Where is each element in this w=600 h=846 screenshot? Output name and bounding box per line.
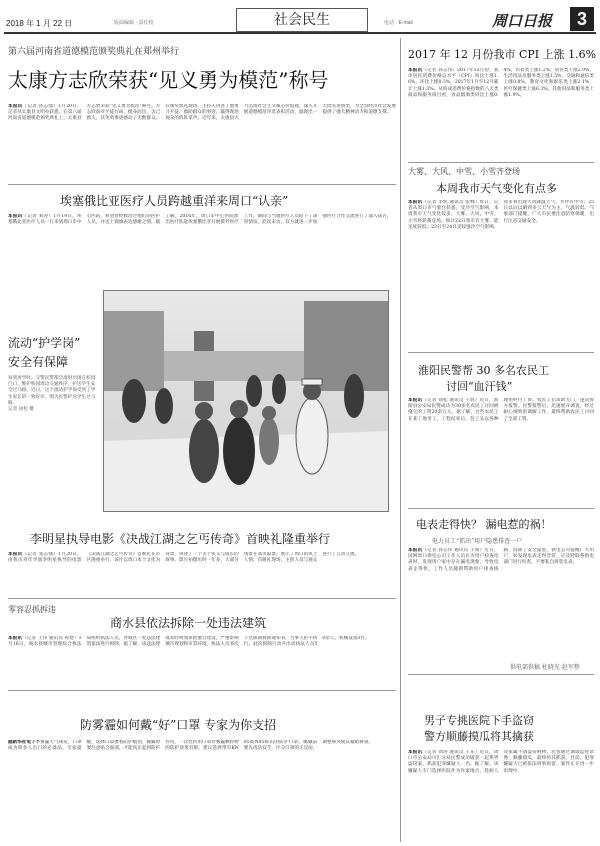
shangshui-body: 本报讯（记者 王伟 通讯员 孙建）1月16日，商水县城市管理综合执法局组织执法人员，对城区一处违法建筑依法进行拆除。据了解，该违法建筑未经规划审批擅自建设，严重影响城市规划和市容环境。执法人员多次下达限期拆除通知书，当事人拒不执行。此次拆除行动共出动执法人员50余人，机械设备3台。 bbox=[8, 636, 370, 648]
movie-headline: 李明星执导电影《决战江湖之乞丐传奇》首映礼隆重举行 bbox=[30, 532, 331, 546]
divider bbox=[408, 352, 594, 353]
weather-headline: 本周我市天气变化有点多 bbox=[436, 182, 557, 195]
contact-info: 电话 · E-mail bbox=[384, 20, 413, 26]
shangshui-headline: 商水县依法拆除一处违法建筑 bbox=[110, 616, 267, 630]
hospital-body: 本报讯（记者 刘涛 通讯员 王东）近日，周口市公安局川汇分局民警成功破获一起系列盗窃案，抓获犯罪嫌疑人一名。据了解，该嫌疑人专门选择医院作为作案地点，趁病人及家属不备盗窃财物。民警通过调取监控录像，顺藤摸瓜，最终将其抓获。目前，犯罪嫌疑人已被依法刑事拘留，案件正在进一步审理中。 bbox=[408, 750, 594, 774]
cpi-headline: 2017 年 12 月份我市 CPI 上涨 1.6% bbox=[408, 48, 597, 61]
huaiyang-headline-1: 淮阳民警帮 30 多名农民工 bbox=[418, 364, 549, 377]
smog-body: 据新华社电冬季雾霾天气频发，口罩成为很多人出门的必备品。专家提醒，选择口罩要看防护级别，佩戴时要注意贴合面部，才能真正起到防护作用。一次性医用口罩对雾霾颗粒物的防护效果有限，建议选择带有KN95或N95标识的防护口罩。佩戴前要先清洁双手，区分口罩的正反面，调整鼻夹使其紧贴鼻梁。 bbox=[8, 740, 373, 752]
electric-credit: 供电部供稿 杜晓光 赵军整 bbox=[510, 664, 580, 671]
smog-headline: 防雾霾如何戴“好”口罩 专家为你支招 bbox=[80, 718, 277, 732]
eritrea-body: 本报讯（记者 刘涛）1月19日，埃塞俄比亚医疗人员一行来到周口市中心医院，看望曾经救治过他们的医护人员，并送上锦旗表达感谢之情。据了解，2016年，周口市中心医院派出医疗队赴埃塞俄比亚开展援外医疗工作，期间与当地医疗人员结下了深厚情谊。此次来访，双方就进一步加强医疗合作交流进行了深入探讨。 bbox=[8, 214, 392, 226]
award-body: 本报讯（记者 孙志强）1月20日，记者从太康县文明办获悉，在第六届河南省道德模范颁奖典礼上，太康县方志欣荣获“见义勇为模范”称号。方志欣面对歹徒行凶，挺身而出，舍己救人，其英勇事迹感动了无数群众。在颁奖典礼现场，主持人讲述了他勇斗歹徒、救助群众的事迹，赢得现场观众的阵阵掌声。近年来，太康县大力弘扬社会主义核心价值观，深入开展道德模范评选表彰活动，涌现出一大批先进典型，为全县经济社会发展提供了强大精神动力和道德支撑。 bbox=[8, 104, 396, 122]
editor-info: 版面编辑 · 责任校 bbox=[114, 20, 154, 26]
shangshui-tag: 零容忍抓拆违 bbox=[8, 605, 56, 614]
section-title: 社会民生 bbox=[236, 8, 368, 32]
divider bbox=[408, 162, 594, 163]
award-headline: 太康方志欣荣获“见义勇为模范”称号 bbox=[8, 68, 329, 92]
divider bbox=[8, 598, 396, 599]
issue-date: 2018 年 1 月 22 日 bbox=[6, 19, 73, 28]
electric-body: 本报讯（记者 孙志伟 通讯员 王娟）近日，国网周口供电公司工作人员在为用户检查电表时，发现用户家中存在漏电现象，导致电表走得快。工作人员随即帮助用户排查线路，消除了安全隐患。供电公司提醒广大用户，如发现电表走得异常，应及时联系供电部门进行检查，不要私自拆装电表。 bbox=[408, 548, 594, 572]
column-divider bbox=[400, 38, 401, 842]
weather-tag: 大雾、大风、中雪、小雪齐登场 bbox=[408, 167, 520, 176]
electric-headline: 电表走得快？ 漏电惹的祸！ bbox=[416, 518, 552, 531]
divider bbox=[8, 690, 396, 691]
award-kicker: 第六届河南省道德模范颁奖典礼在郑州举行 bbox=[8, 47, 180, 57]
street-scene-photo bbox=[104, 291, 388, 511]
masthead bbox=[4, 4, 596, 34]
photo-title-1: 流动“护学岗” bbox=[8, 336, 81, 350]
photo-caption bbox=[8, 334, 98, 413]
weather-body: 本报讯（记者 李凯 通讯员 张峰）昨日，记者从周口市气象台获悉，受冷空气影响，本周我市天气变化较多，大雾、大风、中雪、小雪将轮番登场。预计22日我市有大雾，能见度较低；23日至24日受较强冷空气影响，我市将出现大风降温天气，并伴有中雪；25日以后以晴到多云天气为主，气温较低。气象部门提醒，广大市民要注意防寒保暖，出行注意交通安全。 bbox=[408, 200, 594, 230]
huaiyang-headline-2: 讨回“血汗钱” bbox=[446, 380, 513, 393]
divider bbox=[408, 508, 594, 509]
hospital-headline-2: 警方顺藤摸瓜将其擒获 bbox=[424, 730, 534, 743]
photo-caption-body: 每到放学时，交警民警都会准时出现在校园门口，维护校园周边交通秩序，护送学生安全过马路。近日，这个流动护学岗受到了学生家长的一致好评。图为民警护送学生过马路。 记者 徐松 摄 bbox=[8, 376, 96, 413]
cpi-body: 本报讯（记者 孙志伟）2017年12月份，我市居民消费价格总水平（CPI）同比上涨1.6%，环比上涨0.3%。2017年1月至12月累计上涨1.3%。从构成消费价格指数的八大类商品和服务项目看，食品烟酒类同比上涨0.4%，衣着类上涨1.2%，居住类上涨2.9%，生活用品及服务类上涨1.5%，交通和通信类上涨0.8%，教育文化和娱乐类上涨2.1%，医疗保健类上涨6.3%，其他用品和服务类上涨1.9%。 bbox=[408, 68, 594, 98]
news-photo bbox=[103, 290, 389, 512]
divider bbox=[408, 674, 594, 675]
electric-subhead: 电力员工“抓出”用户隐患排查一户 bbox=[432, 538, 523, 545]
newspaper-logo: 周口日报 bbox=[492, 12, 553, 30]
movie-body: 本报讯（记者 张志强）1月20日，由我市青年导演李明星执导的电影《决战江湖之乞丐传奇》首映礼在市区隆重举行。该片以周口本土文化为背景，讲述了一个关于侠义与成长的故事。影片拍摄历时一年多，大部分场景在我市取景，展示了周口的风土人情。首映礼现场，主创人员与观众进行了互动交流。 bbox=[8, 552, 360, 564]
huaiyang-body: 本报讯（记者 徐松 通讯员 王辉）近日，淮阳县公安局民警成功为30多名农民工讨回被拖欠的工资20余万元。据了解，这些农民工在某工地务工，工程结束后，包工头以各种理由拒付工资。农民工们求助无门，遂向警方报警。民警接警后，迅速展开调查，经过耐心细致的调解工作，最终帮助农民工讨回了全部工资。 bbox=[408, 398, 594, 422]
divider bbox=[8, 184, 396, 185]
page-number: 3 bbox=[570, 7, 594, 31]
hospital-headline-1: 男子专挑医院下手盗窃 bbox=[424, 714, 534, 727]
photo-title-2: 安全有保障 bbox=[8, 355, 69, 369]
eritrea-headline: 埃塞俄比亚医疗人员跨越重洋来周口“认亲” bbox=[60, 194, 289, 208]
